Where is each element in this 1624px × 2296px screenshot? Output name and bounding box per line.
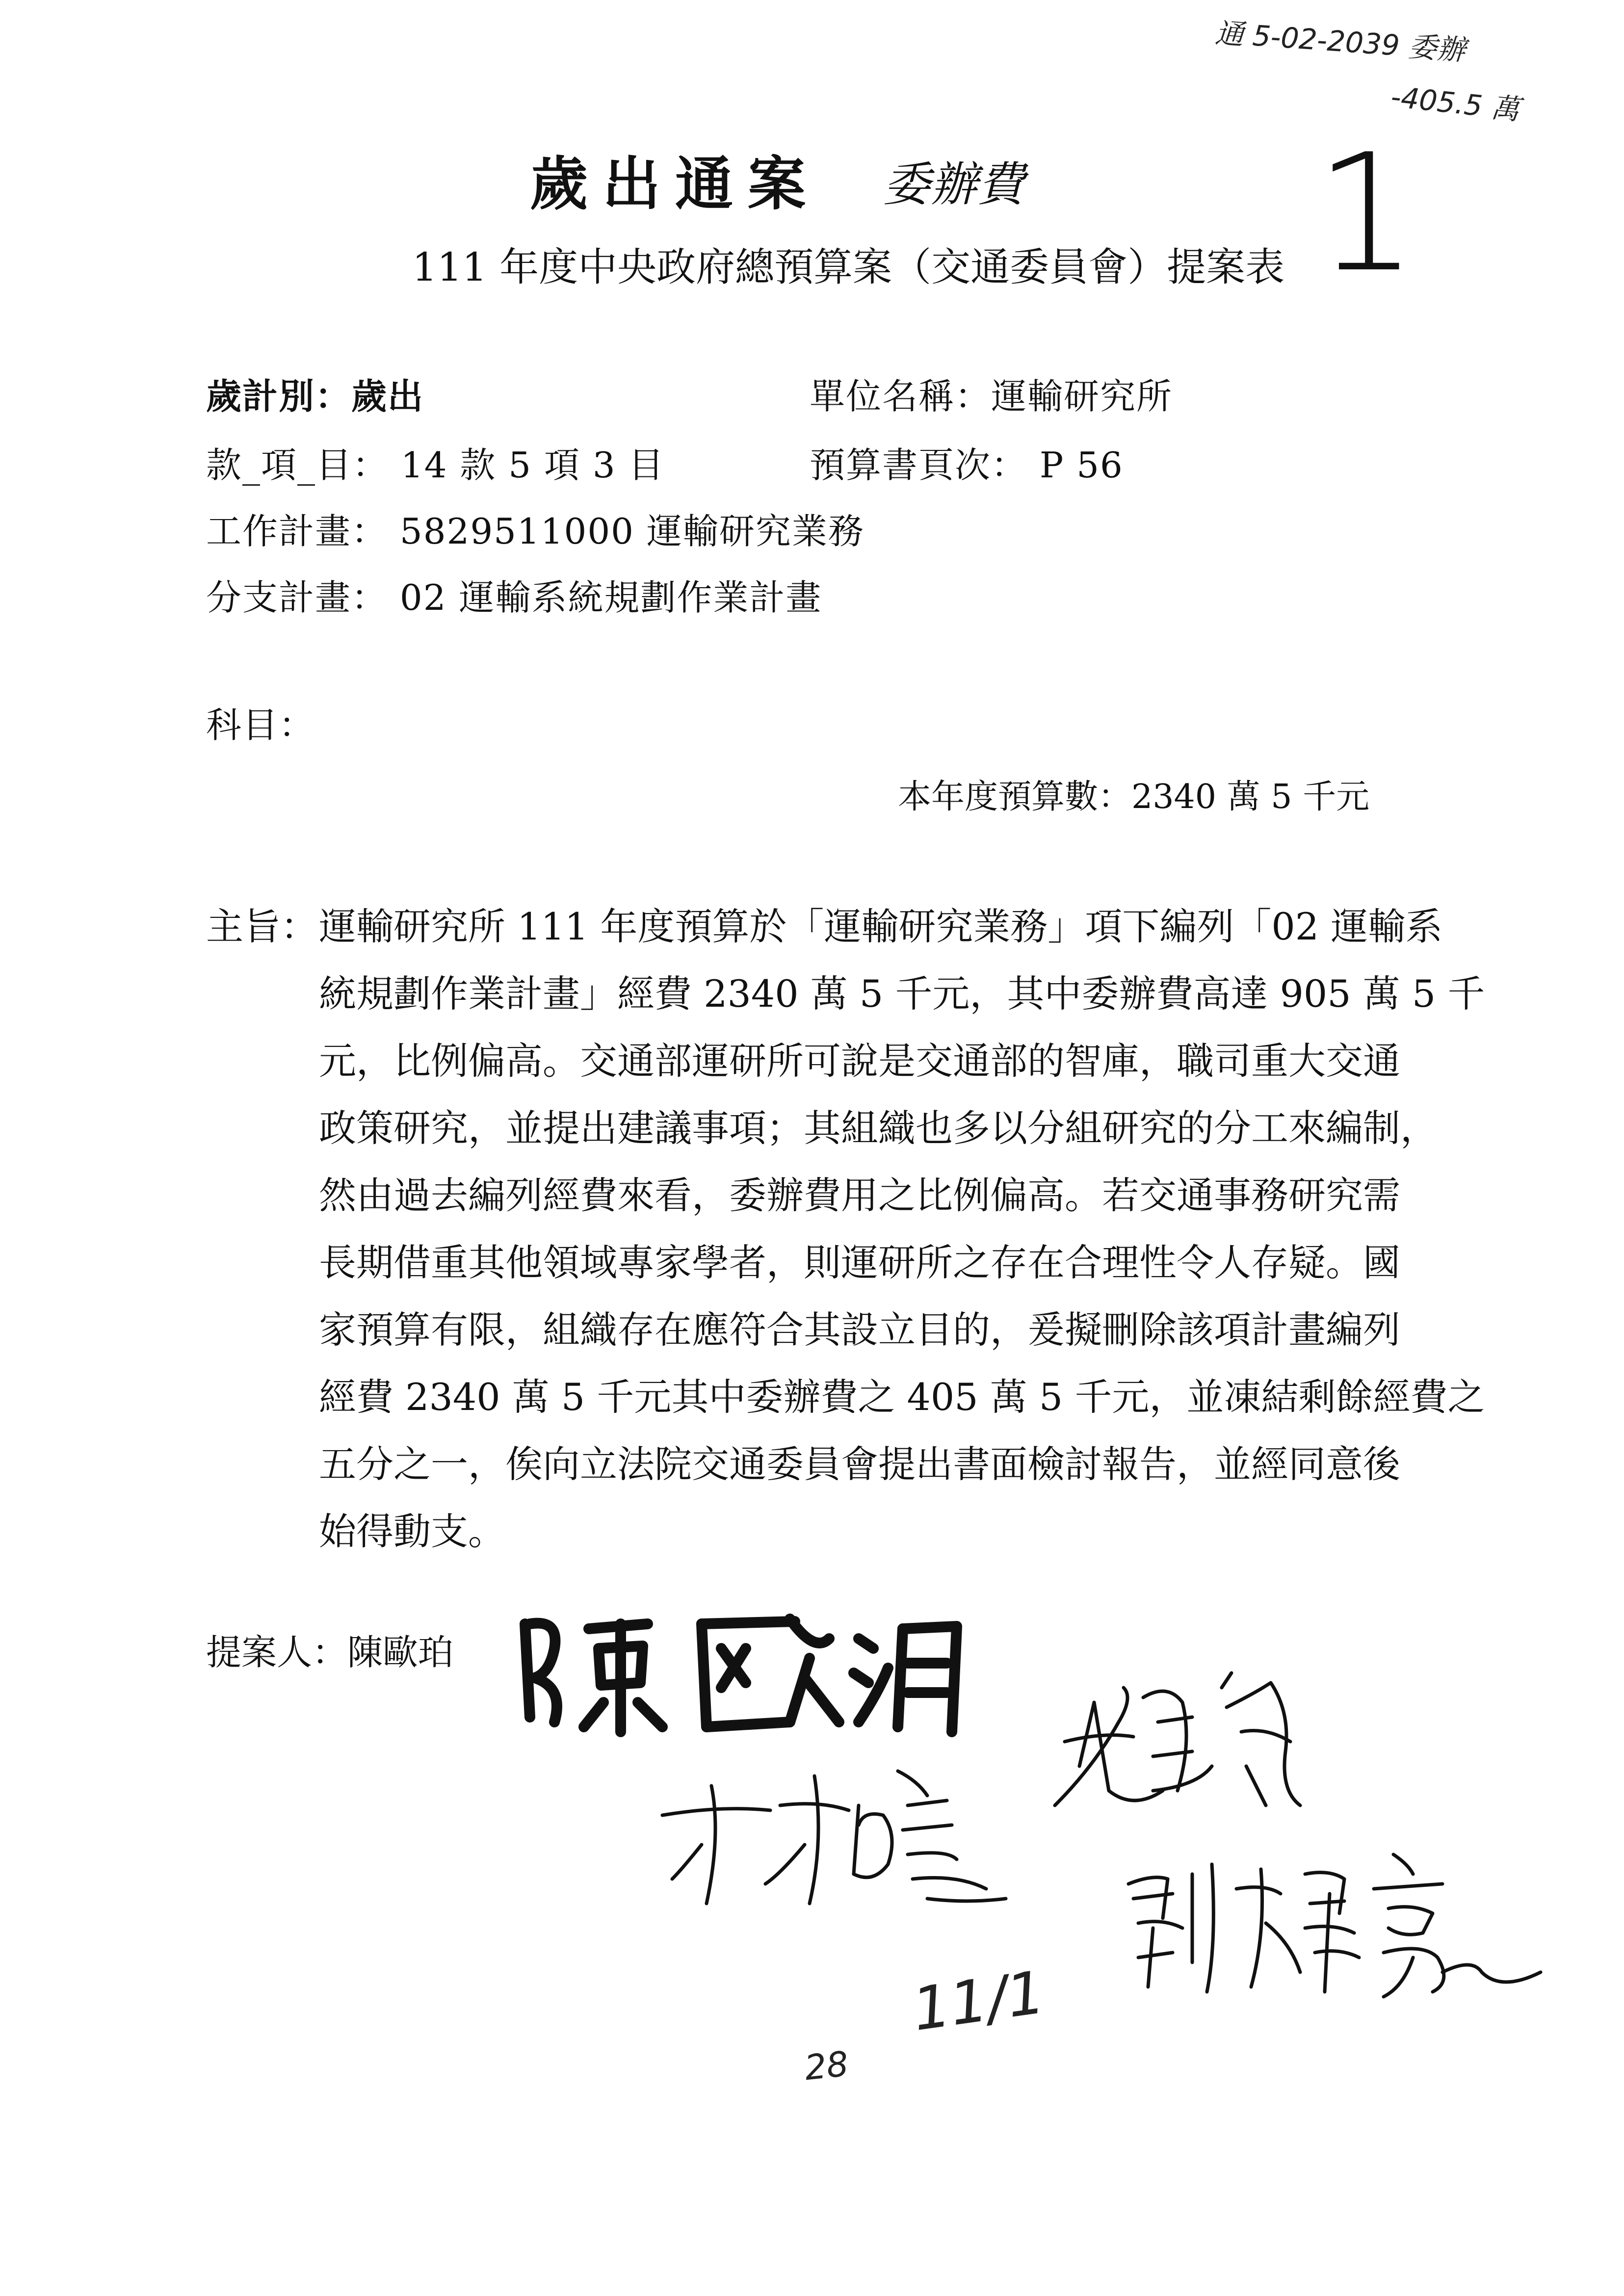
unit-name-field: 單位名稱：運輸研究所 (810, 376, 1173, 417)
budget-amount: 本年度預算數：2340 萬 5 千元 (898, 778, 1370, 816)
purpose-line: 經費 2340 萬 5 千元其中委辦費之 405 萬 5 千元，並凍結剩餘經費之 (319, 1375, 1485, 1419)
item-code-field: 款_項_目： 14 款 5 項 3 目 (206, 444, 665, 486)
subject-field: 科目： (206, 704, 315, 746)
signature-chen (515, 1594, 1006, 1751)
purpose-line: 始得動支。 (319, 1510, 505, 1553)
handwritten-amount-note: -405.5 萬 (1389, 79, 1521, 127)
handwritten-number: 28 (802, 2043, 851, 2088)
purpose-line: 五分之一，俟向立法院交通委員會提出書面檢討報告，並經同意後 (319, 1442, 1400, 1486)
page-ref-field: 預算書頁次： P 56 (810, 444, 1124, 486)
purpose-line: 家預算有限，組織存在應符合其設立目的，爰擬刪除該項計畫編列 (319, 1308, 1400, 1352)
handwritten-page-number: 1 (1315, 119, 1418, 308)
purpose-line: 然由過去編列經費來看，委辦費用之比例偏高。若交通事務研究需 (319, 1174, 1400, 1217)
proposer-label: 提案人：陳歐珀 (206, 1632, 454, 1673)
purpose-line: 政策研究，並提出建議事項；其組織也多以分組研究的分工來編制， (319, 1106, 1438, 1150)
purpose-label: 主旨： (206, 905, 318, 948)
stamp-title: 歲出通案 (530, 150, 821, 218)
handwritten-date: 11/1 (908, 1958, 1049, 2045)
signature-liu (1119, 1845, 1560, 2007)
purpose-line: 元，比例偏高。交通部運研所可說是交通部的智庫，職司重大交通 (319, 1039, 1400, 1083)
document-title: 111 年度中央政府總預算案（交通委員會）提案表 (412, 244, 1285, 290)
signature-lin (653, 1756, 1025, 1918)
purpose-line: 運輸研究所 111 年度預算於「運輸研究業務」項下編列「02 運輸系 (319, 905, 1443, 948)
work-plan-field: 工作計畫： 5829511000 運輸研究業務 (206, 511, 864, 552)
sub-plan-field: 分支計畫： 02 運輸系統規劃作業計畫 (206, 577, 822, 618)
purpose-line: 統規劃作業計畫」經費 2340 萬 5 千元，其中委辦費高達 905 萬 5 千 (319, 972, 1485, 1016)
budget-type-field: 歲計別：歲出 (206, 375, 424, 417)
stamp-subtitle: 委辦費 (883, 157, 1024, 212)
purpose-text (319, 893, 1496, 1565)
signature-chao (1035, 1644, 1349, 1850)
purpose-line: 長期借重其他領域專家學者，則運研所之存在合理性令人存疑。國 (319, 1241, 1400, 1284)
handwritten-top-note: 通 5-02-2039 委辦 (1214, 16, 1467, 67)
